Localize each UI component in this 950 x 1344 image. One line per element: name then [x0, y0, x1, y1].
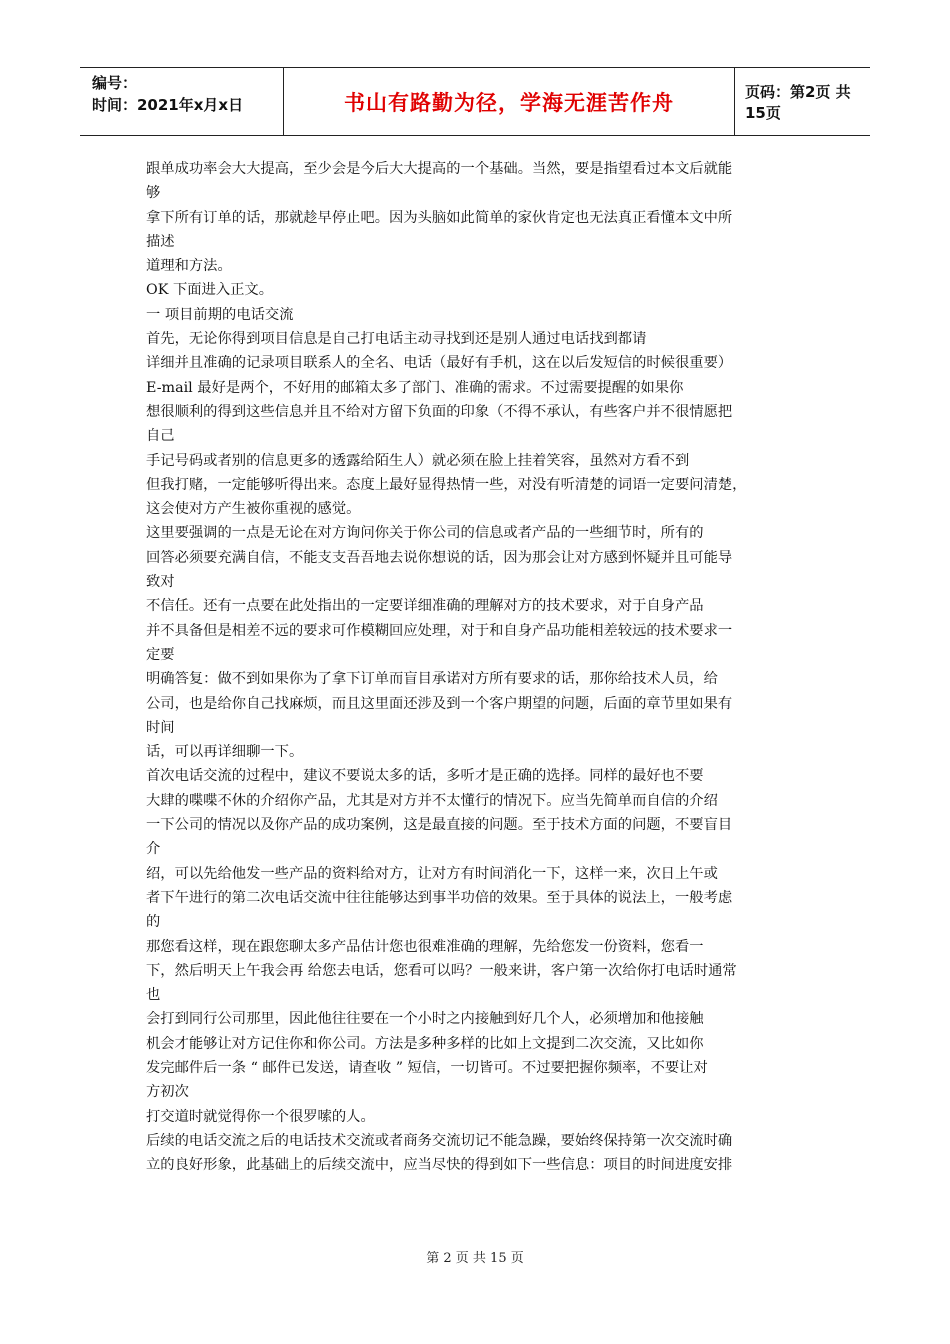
body-line: 者下午进行的第二次电话交流中往往能够达到事半功倍的效果。至于具体的说法上，一般考虑	[146, 889, 733, 906]
body-line: 时间	[146, 719, 175, 736]
body-line: 致对	[146, 574, 175, 591]
body-line: 打交道时就觉得你一个很罗嗦的人。	[146, 1108, 375, 1125]
document-number-label: 编号：	[92, 74, 138, 92]
body-line: 公司，也是给你自己找麻烦，而且这里面还涉及到一个客户期望的问题，后面的章节里如果有	[146, 695, 733, 712]
body-line: 立的良好形象，此基础上的后续交流中，应当尽快的得到如下一些信息：项目的时间进度安排	[146, 1157, 733, 1174]
body-line: 一 项目前期的电话交流	[146, 306, 294, 323]
body-line: 这会使对方产生被你重视的感觉。	[146, 501, 361, 518]
body-line: 下，然后明天上午我会再 给您去电话，您看可以吗？一般来讲，客户第一次给你打电话时通常	[146, 962, 737, 979]
header-page-info: 页码：第2页 共15页	[745, 82, 851, 122]
body-line: 方初次	[146, 1084, 189, 1101]
body-line: 描述	[146, 233, 175, 250]
body-line: 明确答复：做不到如果你为了拿下订单而盲目承诺对方所有要求的话，那你给技术人员，给	[146, 671, 718, 688]
header-meta	[80, 68, 284, 135]
body-line: 手记号码或者别的信息更多的透露给陌生人）就必须在脸上挂着笑容，虽然对方看不到	[146, 452, 690, 469]
body-line: 这里要强调的一点是无论在对方询问你关于你公司的信息或者产品的一些细节时，所有的	[146, 525, 704, 542]
body-line: 机会才能够让对方记住你和你公司。方法是多种多样的比如上文提到二次交流，又比如你	[146, 1035, 704, 1052]
body-line: 发完邮件后一条 “ 邮件已发送，请查收 ” 短信，一切皆可。不过要把握你频率，不要让对	[146, 1059, 708, 1076]
document-body	[146, 157, 806, 1177]
page-footer: 第 2 页 共 15 页	[426, 1251, 524, 1266]
body-line: 跟单成功率会大大提高，至少会是今后大大提高的一个基础。当然，要是指望看过本文后就能	[146, 161, 733, 177]
body-line: 够	[146, 185, 161, 202]
body-line: 介	[146, 841, 161, 858]
body-line: 并不具备但是相差不远的要求可作模糊回应处理，对于和自身产品功能相差较远的技术要求一	[146, 622, 733, 639]
page-header	[80, 67, 870, 136]
body-line: OK 下面进入正文。	[146, 282, 274, 299]
body-line: 的	[146, 914, 161, 931]
body-line: 首次电话交流的过程中，建议不要说太多的话，多听才是正确的选择。同样的最好也不要	[146, 768, 704, 785]
body-line: 拿下所有订单的话，那就趁早停止吧。因为头脑如此简单的家伙肯定也无法真正看懂本文中所	[146, 209, 733, 226]
body-line: 不信任。还有一点要在此处指出的一定要详细准确的理解对方的技术要求，对于自身产品	[146, 598, 704, 615]
header-motto: 书山有路勤为径，学海无涯苦作舟	[284, 68, 735, 135]
body-line: 但我打赌，一定能够听得出来。态度上最好显得热情一些，对没有听清楚的词语一定要问清楚，	[146, 476, 747, 493]
body-line: 会打到同行公司那里，因此他往往要在一个小时之内接触到好几个人，必须增加和他接触	[146, 1011, 704, 1028]
body-line: 首先，无论你得到项目信息是自己打电话主动寻找到还是别人通过电话找到都请	[146, 331, 647, 348]
body-line: 详细并且准确的记录项目联系人的全名、电话（最好有手机，这在以后发短信的时候很重要）	[146, 355, 733, 372]
body-line: 话，可以再详细聊一下。	[146, 744, 304, 761]
body-line: 那您看这样，现在跟您聊太多产品估计您也很难准确的理解，先给您发一份资料，您看一	[146, 938, 704, 955]
body-line: 定要	[146, 646, 175, 663]
body-line: 大肆的喋喋不休的介绍你产品，尤其是对方并不太懂行的情况下。应当先简单而自信的介绍	[146, 792, 718, 809]
body-line: 后续的电话交流之后的电话技术交流或者商务交流切记不能急躁，要始终保持第一次交流时确	[146, 1132, 733, 1149]
body-line: 绍，可以先给他发一些产品的资料给对方，让对方有时间消化一下，这样一来，次日上午或	[146, 865, 718, 882]
body-line: 道理和方法。	[146, 258, 232, 275]
body-line: 也	[146, 987, 161, 1004]
body-line: 一下公司的情况以及你产品的成功案例，这是最直接的问题。至于技术方面的问题，不要盲目	[146, 817, 733, 834]
body-line: 想很顺利的得到这些信息并且不给对方留下负面的印象（不得不承认，有些客户并不很情愿把	[146, 403, 733, 420]
body-line: 自己	[146, 428, 175, 445]
body-line: E-mail 最好是两个，不好用的邮箱太多了部门、准确的需求。不过需要提醒的如果你	[146, 379, 684, 396]
document-date: 时间：2021年x月x日	[92, 96, 244, 114]
body-line: 回答必须要充满自信，不能支支吾吾地去说你想说的话，因为那会让对方感到怀疑并且可能导	[146, 549, 733, 566]
